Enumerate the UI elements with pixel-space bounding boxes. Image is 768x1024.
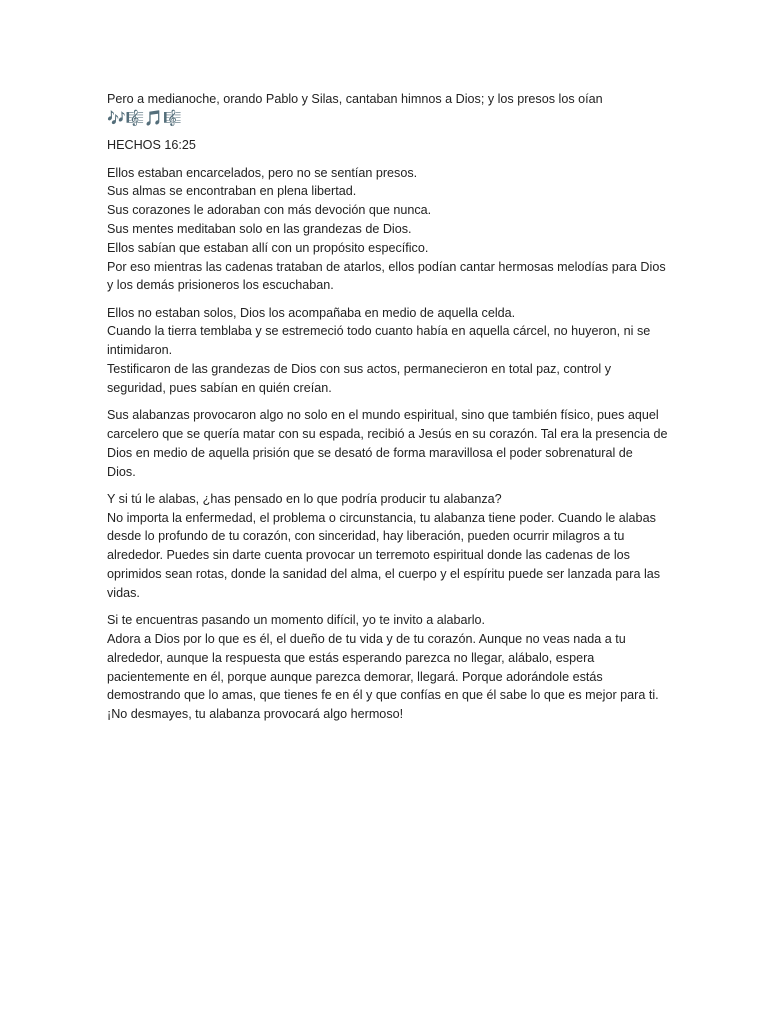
document-page <box>107 90 667 732</box>
paragraph-line: ¡No desmayes, tu alabanza provocará algo hermoso! <box>107 707 404 722</box>
paragraph-line: Testificaron de las grandezas de Dios con sus actos, permanecieron en total paz, control y <box>107 362 612 377</box>
paragraph-line: Adora a Dios por lo que es él, el dueño de tu vida y de tu corazón. Aunque no veas nada a tu <box>107 631 626 646</box>
verse-quote <box>107 90 667 128</box>
paragraph-line: Sus corazones le adoraban con más devoción que nunca. <box>107 203 432 218</box>
paragraph-line: Dios. <box>107 464 136 479</box>
paragraph-line: intimidaron. <box>107 343 173 358</box>
paragraph-line: y los demás prisioneros los escuchaban. <box>107 278 334 293</box>
paragraph-line: Ellos estaban encarcelados, pero no se sentían presos. <box>107 165 418 180</box>
paragraph-line: pacientemente en él, porque aunque parezca demorar, llegará. Porque adorándole estás <box>107 669 603 684</box>
body-paragraph <box>107 406 667 481</box>
paragraph-line: Por eso mientras las cadenas trataban de atarlos, ellos podían cantar hermosas melodías para Dios <box>107 259 666 274</box>
body-paragraphs <box>107 164 667 724</box>
body-paragraph <box>107 611 667 724</box>
paragraph-line: Dios en medio de aquella prisión que se desató de forma maravillosa el poder sobrenatural de <box>107 445 633 460</box>
paragraph-line: Y si tú le alabas, ¿has pensado en lo que podría producir tu alabanza? <box>107 491 502 506</box>
paragraph-line: desde lo profundo de tu corazón, con sinceridad, hay liberación, pueden ocurrir milagros a tu <box>107 529 625 544</box>
body-paragraph <box>107 164 667 296</box>
paragraph-line: Sus mentes meditaban solo en las grandezas de Dios. <box>107 221 412 236</box>
paragraph-line: oprimidos sean rotas, donde la sanidad del alma, el cuerpo y el espíritu puede ser lanzada para las <box>107 567 661 582</box>
paragraph-line: Ellos no estaban solos, Dios los acompañaba en medio de aquella celda. <box>107 305 516 320</box>
paragraph-line: Ellos sabían que estaban allí con un propósito específico. <box>107 240 429 255</box>
verse-reference <box>107 136 667 155</box>
paragraph-line: Sus alabanzas provocaron algo no solo en el mundo espiritual, sino que también físico, pues aquel <box>107 408 659 423</box>
paragraph-line: Si te encuentras pasando un momento difícil, yo te invito a alabarlo. <box>107 613 486 628</box>
paragraph-line: Sus almas se encontraban en plena libertad. <box>107 184 357 199</box>
reference-text: HECHOS 16:25 <box>107 138 196 153</box>
paragraph-line: carcelero que se quería matar con su espada, recibió a Jesús en su corazón. Tal era la presencia de <box>107 426 668 441</box>
verse-text: Pero a medianoche, orando Pablo y Silas, cantaban himnos a Dios; y los presos los oían <box>107 92 603 106</box>
paragraph-line: Cuando la tierra temblaba y se estremeció todo cuanto había en aquella cárcel, no huyeron, ni se <box>107 324 651 339</box>
paragraph-line: alrededor. Puedes sin darte cuenta provocar un terremoto espiritual donde las cadenas de los <box>107 548 630 563</box>
music-notes-icon: 🎶🎼🎵🎼 <box>107 109 182 127</box>
paragraph-line: vidas. <box>107 585 140 600</box>
body-paragraph <box>107 490 667 603</box>
paragraph-line: seguridad, pues sabían en quién creían. <box>107 380 332 395</box>
paragraph-line: alrededor, aunque la respuesta que estás esperando parezca no llegar, alábalo, espera <box>107 650 595 665</box>
paragraph-line: No importa la enfermedad, el problema o circunstancia, tu alabanza tiene poder. Cuando le alabas <box>107 510 656 525</box>
body-paragraph <box>107 304 667 398</box>
paragraph-line: demostrando que lo amas, que tienes fe en él y que confías en que él sabe lo que es mejor para ti. <box>107 688 659 703</box>
